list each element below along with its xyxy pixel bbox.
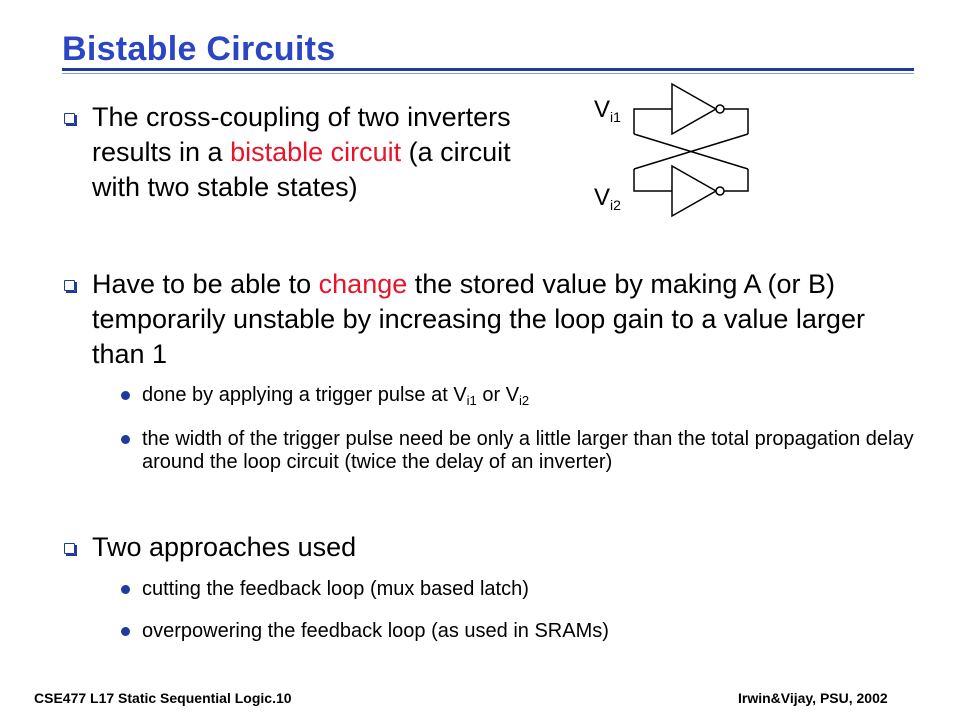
square-bullet-icon: [64, 280, 75, 291]
inverter-bottom-bubble-icon: [716, 187, 724, 195]
square-bullet-icon: [64, 113, 75, 124]
page-title: Bistable Circuits: [62, 30, 336, 68]
subscript-i2: i2: [519, 393, 530, 408]
label-vi2: [594, 184, 621, 212]
wire-bottom-input: [634, 169, 672, 191]
subbullet-trigger-pulse: [142, 384, 902, 407]
subbullet-cutting-loop: [142, 578, 902, 601]
subbullet-text: cutting the feedback loop (mux based latch): [142, 578, 529, 600]
footer-course: CSE477 L17 Static Sequential Logic.10: [34, 690, 292, 706]
label-vi1-v: V: [594, 96, 611, 123]
subbullet-text: done by applying a trigger pulse at V: [142, 384, 467, 406]
round-bullet-icon: [121, 435, 130, 444]
round-bullet-icon: [121, 391, 130, 400]
bullet-text-part2: the stored value by making A (or B) temporarily unstable by increasing the loop gain to a value larger than 1: [92, 269, 865, 369]
wire-top-input: [634, 109, 672, 134]
round-bullet-icon: [121, 585, 130, 594]
subbullet-overpowering-loop: [142, 620, 902, 643]
round-bullet-icon: [121, 627, 130, 636]
square-bullet-icon: [64, 543, 75, 554]
title-underline: [62, 68, 914, 71]
label-vi2-v: V: [594, 184, 611, 211]
footer-credit: Irwin&Vijay, PSU, 2002: [738, 690, 888, 706]
label-vi2-sub: i2: [610, 197, 621, 213]
bullet-text-part1: The cross-coupling of two inverters results in a: [92, 102, 511, 167]
subbullet-text-mid: or V: [476, 384, 520, 406]
subbullet-text: overpowering the feedback loop (as used in SRAMs): [142, 620, 609, 642]
bullet-text: Two approaches used: [92, 532, 357, 562]
label-vi1: [594, 96, 621, 124]
wire-top-output: [724, 109, 748, 134]
subscript-i1: i1: [466, 393, 477, 408]
bullet-change-value: [92, 267, 912, 372]
inverter-top-icon: [672, 84, 716, 134]
cross-coupled-inverters-diagram: [580, 82, 780, 232]
bullet-highlight: bistable circuit: [230, 137, 402, 167]
label-vi1-sub: i1: [610, 109, 621, 125]
subbullet-text: the width of the trigger pulse need be only a little larger than the total propagation delay around the loop circuit (twice the delay of an inverter): [142, 428, 914, 473]
title-underline-thin: [62, 73, 914, 74]
bullet-two-approaches: [92, 530, 912, 565]
bullet-cross-coupling: [92, 100, 512, 205]
bullet-text-part2: (a circuit with two stable states): [92, 137, 511, 202]
inverter-top-bubble-icon: [716, 105, 724, 113]
wire-bottom-output: [724, 169, 748, 191]
subbullet-pulse-width: [142, 428, 917, 474]
bullet-highlight: change: [318, 269, 408, 299]
bullet-text-part1: Have to be able to: [92, 269, 319, 299]
inverter-bottom-icon: [672, 166, 716, 216]
